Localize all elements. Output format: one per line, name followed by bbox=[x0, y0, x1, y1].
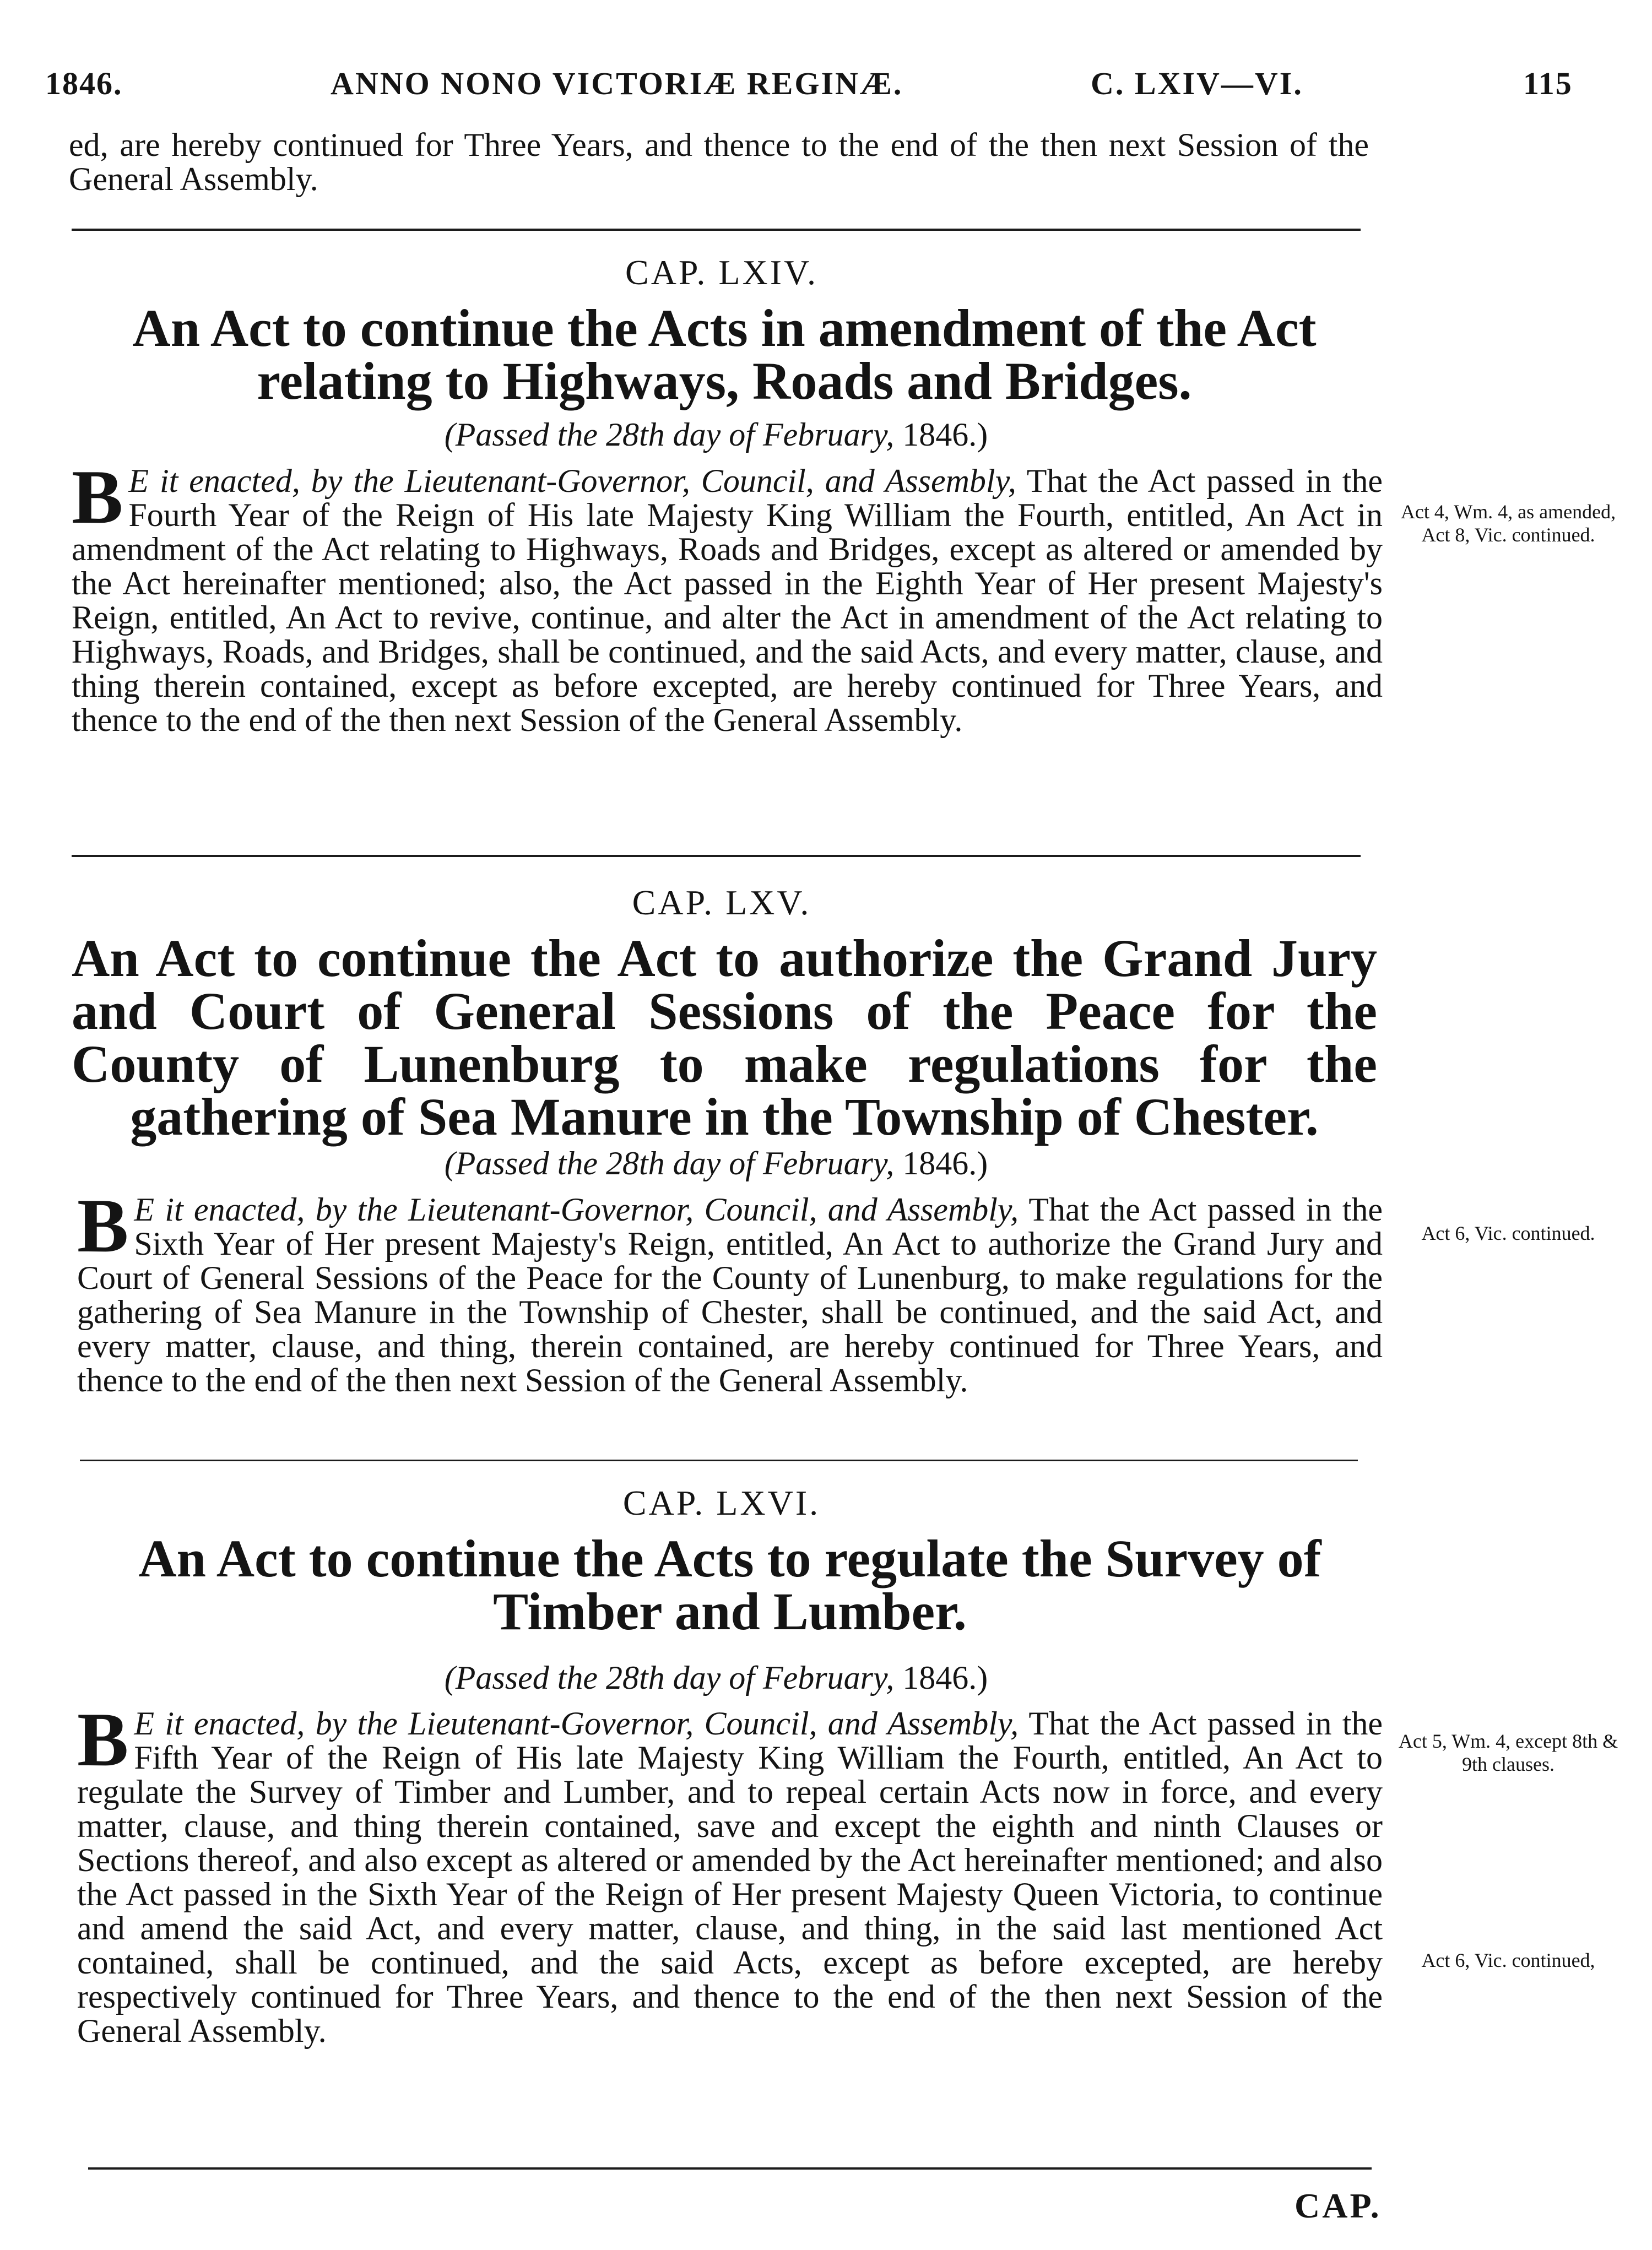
running-head-title: ANNO NONO VICTORIÆ REGINÆ. bbox=[331, 66, 903, 101]
passed-date-prefix: (Passed the 28th day of February, bbox=[444, 416, 903, 453]
passed-date-year: 1846.) bbox=[902, 1145, 988, 1181]
enacting-formula: E it enacted, by the Lieutenant-Governor, Council, and Assembly, bbox=[128, 463, 1016, 499]
enacting-clause bbox=[77, 1697, 1383, 2049]
section-rule bbox=[72, 855, 1361, 857]
passed-date bbox=[66, 1145, 1366, 1183]
drop-cap: B bbox=[72, 454, 123, 540]
cap-heading: CAP. LXIV. bbox=[625, 253, 818, 292]
drop-cap: B bbox=[77, 1183, 129, 1268]
cap-heading: CAP. LXVI. bbox=[622, 1483, 821, 1522]
page-number: 115 bbox=[1523, 66, 1573, 101]
passed-date bbox=[66, 1659, 1366, 1697]
act-title: An Act to continue the Act to authorize the Grand Jury and Court of General Sessions of the Peace for the County of Lunenburg to make regulations for the gathering of Sea Manure in the Township of Chester. bbox=[72, 929, 1377, 1146]
passed-date bbox=[66, 416, 1366, 454]
margin-note: Act 6, Vic. continued. bbox=[1421, 1222, 1595, 1244]
catchword: CAP. bbox=[1294, 2186, 1382, 2225]
running-head-chapters: C. LXIV—VI. bbox=[1091, 66, 1303, 101]
enacting-formula: E it enacted, by the Lieutenant-Governor, Council, and Assembly, bbox=[134, 1705, 1019, 1742]
passed-date-prefix: (Passed the 28th day of February, bbox=[444, 1145, 903, 1181]
section-rule bbox=[72, 229, 1361, 231]
section-rule bbox=[80, 1460, 1358, 1461]
enacting-text: That the Act passed in the Fifth Year of the Reign of His late Majesty King William the Fourth, entitled, An Act to regulate the Survey of Timber and Lumber, and to repeal certain Acts now in force, and every matter, clause, and thing therein contained, save and except the eighth and ninth Clauses or Sections thereof, and also except as altered or amended by the Act hereinafter mentioned; and also the Act passed in the Sixth Year of the Reign of Her present Majesty Queen Victoria, to continue and amend the said Act, and every matter, clause, and thing, in the said last mentioned Act contained, shall be continued, and the said Acts, except as before excepted, are hereby respectively continued for Three Years, and thence to the end of the then next Session of the General Assembly. bbox=[77, 1705, 1383, 2049]
enacting-clause bbox=[72, 454, 1383, 738]
continuation-text: ed, are hereby continued for Three Years, and thence to the end of the then next Session of the General Assembly. bbox=[69, 127, 1369, 197]
margin-note: Act 4, Wm. 4, as amended, Act 8, Vic. continued. bbox=[1400, 501, 1616, 546]
margin-note: Act 5, Wm. 4, except 8th & 9th clauses. bbox=[1398, 1730, 1618, 1775]
passed-date-prefix: (Passed the 28th day of February, bbox=[444, 1660, 903, 1696]
act-title: An Act to continue the Acts in amendment of the Act relating to Highways, Roads and Bridges. bbox=[132, 299, 1317, 410]
drop-cap: B bbox=[77, 1697, 129, 1782]
section-rule bbox=[88, 2167, 1372, 2170]
passed-date-year: 1846.) bbox=[902, 1660, 988, 1696]
running-head-year: 1846. bbox=[45, 66, 123, 101]
enacting-text: That the Act passed in the Sixth Year of Her present Majesty's Reign, entitled, An Act to authorize the Grand Jury and Court of General Sessions of the Peace for the County of Lunenburg, to make regulations for the gathering of Sea Manure in the Township of Chester, shall be continued, and the said Act, and every matter, clause, and thing, therein contained, are hereby continued for Three Years, and thence to the end of the then next Session of the General Assembly. bbox=[77, 1191, 1383, 1398]
enacting-text: That the Act passed in the Fourth Year of the Reign of His late Majesty King William the Fourth, entitled, An Act in amendment of the Act relating to Highways, Roads and Bridges, except as altered or amended by the Act hereinafter mentioned; also, the Act passed in the Eighth Year of Her present Majesty's Reign, entitled, An Act to revive, continue, and alter the Act in amendment of the Act relating to Highways, Roads, and Bridges, shall be continued, and the said Acts, and every matter, clause, and thing therein contained, except as before excepted, are hereby continued for Three Years, and thence to the end of the then next Session of the General Assembly. bbox=[72, 463, 1383, 738]
passed-date-year: 1846.) bbox=[902, 416, 988, 453]
margin-note: Act 6, Vic. continued, bbox=[1421, 1949, 1595, 1971]
enacting-formula: E it enacted, by the Lieutenant-Governor, Council, and Assembly, bbox=[134, 1191, 1019, 1228]
enacting-clause bbox=[77, 1183, 1383, 1398]
act-title: An Act to continue the Acts to regulate the Survey of Timber and Lumber. bbox=[138, 1529, 1321, 1641]
cap-heading: CAP. LXV. bbox=[632, 883, 811, 922]
